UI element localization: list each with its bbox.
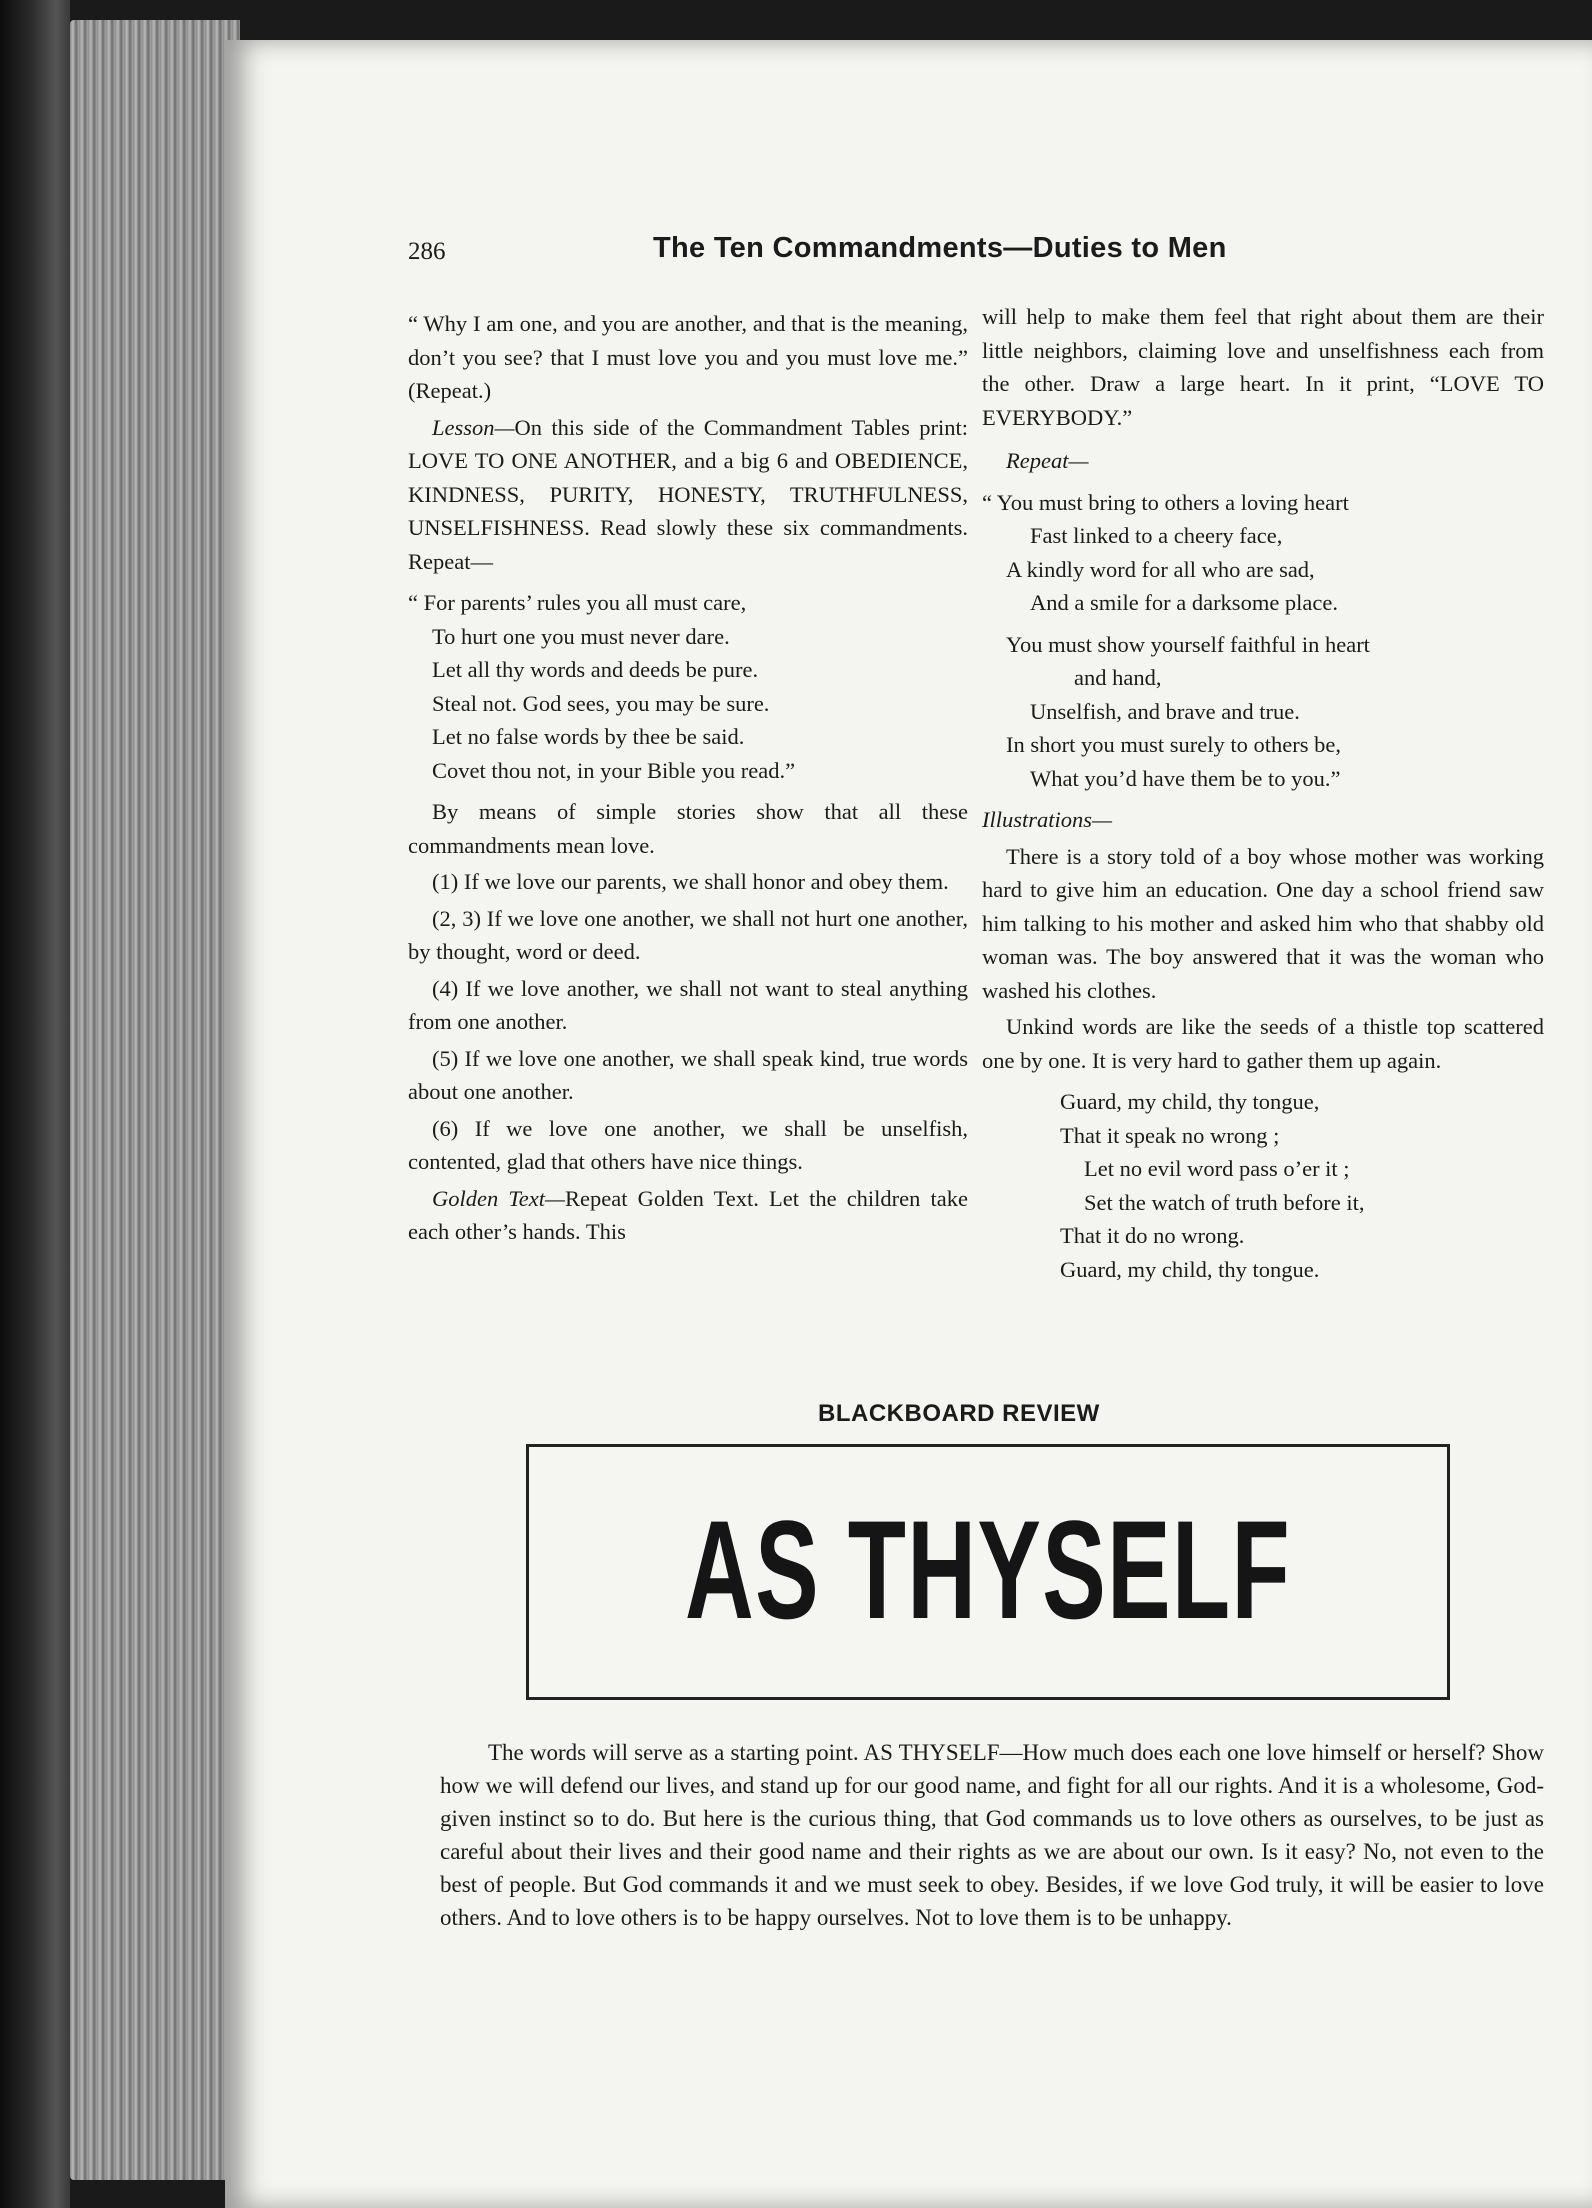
poem-line: To hurt one you must never dare.: [432, 623, 730, 649]
poem-line: Unselfish, and brave and true.: [1030, 698, 1300, 724]
continuation-paragraph: will help to make them feel that right about them are their little neighbors, claiming love and unselfishness each from the other. Draw a large heart. In it print, “LOVE TO EVERYBODY.”: [982, 304, 1544, 430]
poem-line: “ You must bring to others a loving heart: [982, 489, 1349, 515]
poem-line: Guard, my child, thy tongue,: [1060, 1089, 1320, 1114]
poem-line: That it do no wrong.: [1060, 1223, 1245, 1248]
point-item: (1) If we love our parents, we shall honor and obey them.: [432, 869, 949, 894]
point-item: (6) If we love one another, we shall be unselfish, contented, glad that others have nice things.: [408, 1115, 968, 1174]
poem-line: You must show yourself faithful in heart: [1006, 631, 1370, 657]
repeat-label: Repeat—: [1006, 448, 1089, 473]
review-box-title: AS THYSELF: [684, 1491, 1291, 1648]
illustrations-label: Illustrations—: [982, 807, 1113, 832]
poem-line: What you’d have them be to you.”: [1030, 765, 1341, 791]
closing-paragraph-text: The words will serve as a starting point. AS THYSELF—How much does each one love himself or herself? Show how we will defend our lives, and stand up for our good name, and fight for all our rights. And it is a wholesome, God-given instinct so to do. But here is the curious thing, that God commands us to love others as ourselves, to be just as careful about their lives and their good name and their rights as we are about our own. Is it easy? No, not even to the best of people. But God commands it and we must seek to obey. Besides, if we love God truly, it will be easier to love others. And to love others is to be happy ourselves. Not to love them is to be unhappy.: [440, 1740, 1544, 1930]
point-item: (2, 3) If we love one another, we shall not hurt one another, by thought, word or deed.: [408, 905, 968, 964]
poem-line: Fast linked to a cheery face,: [1030, 523, 1283, 548]
poem-line: Let no evil word pass o’er it ;: [1084, 1156, 1350, 1181]
commandments-poem: [408, 586, 968, 787]
blackboard-review-box: [526, 1444, 1450, 1700]
repeat-poem-stanza-1: [982, 486, 1544, 620]
lesson-text: On this side of the Commandment Tables print: LOVE TO ONE ANOTHER, and a big 6 and OBEDIENCE, KINDNESS, PURITY, HONESTY, TRUTHFULNESS, UNSELFISHNESS. Read slowly these six commandments. Repeat—: [408, 414, 968, 574]
right-column: [982, 300, 1544, 1294]
poem-line: And a smile for a darksome place.: [1030, 590, 1339, 615]
poem-line: Set the watch of truth before it,: [1084, 1189, 1365, 1215]
poem-line: Steal not. God sees, you may be sure.: [432, 690, 770, 716]
lesson-paragraph: [408, 411, 968, 579]
blackboard-review-heading: BLACKBOARD REVIEW: [818, 1400, 1100, 1427]
golden-text-label: Golden Text—: [432, 1185, 566, 1211]
poem-line: That it speak no wrong ;: [1060, 1122, 1280, 1148]
running-head: [408, 232, 1288, 276]
illustration-paragraph: Unkind words are like the seeds of a thistle top scattered one by one. It is very hard to gather them up again.: [982, 1014, 1544, 1073]
tongue-poem: [982, 1085, 1544, 1286]
book-spine: [0, 0, 70, 2208]
poem-line: Let no false words by thee be said.: [432, 724, 745, 749]
illustration-paragraph: There is a story told of a boy whose mother was working hard to give him an education. One day a school friend saw him talking to his mother and asked him who that shabby old woman was. The boy answered that it was the woman who washed his clothes.: [982, 843, 1544, 1003]
page-number: 286: [408, 238, 446, 265]
poem-line: In short you must surely to others be,: [1006, 732, 1341, 757]
golden-text-body: Repeat Golden Text. Let the children take each other’s hands. This: [408, 1185, 969, 1244]
poem-end-paragraph: “ Why I am one, and you are another, and that is the meaning, don’t you see? that I must love you and you must love me.” (Repeat.): [408, 311, 968, 403]
closing-paragraph: [440, 1736, 1544, 1934]
poem-line: Covet thou not, in your Bible you read.”: [432, 757, 796, 783]
poem-line: Let all thy words and deeds be pure.: [432, 657, 759, 682]
repeat-poem-stanza-2: [982, 628, 1544, 796]
poem-line: “ For parents’ rules you all must care,: [408, 590, 747, 615]
poem-line: Guard, my child, thy tongue.: [1060, 1256, 1320, 1282]
point-item: (5) If we love one another, we shall speak kind, true words about one another.: [408, 1045, 968, 1104]
poem-line: and hand,: [1074, 665, 1162, 690]
left-column: [408, 307, 968, 1252]
page-edges: [70, 20, 240, 2180]
lesson-label: Lesson—: [432, 414, 515, 440]
point-item: (4) If we love another, we shall not want to steal anything from one another.: [408, 975, 968, 1034]
stories-intro: By means of simple stories show that all these commandments mean love.: [408, 799, 968, 858]
running-title: The Ten Commandments—Duties to Men: [653, 232, 1227, 264]
poem-line: A kindly word for all who are sad,: [1006, 556, 1315, 582]
golden-text-paragraph: [408, 1182, 968, 1249]
